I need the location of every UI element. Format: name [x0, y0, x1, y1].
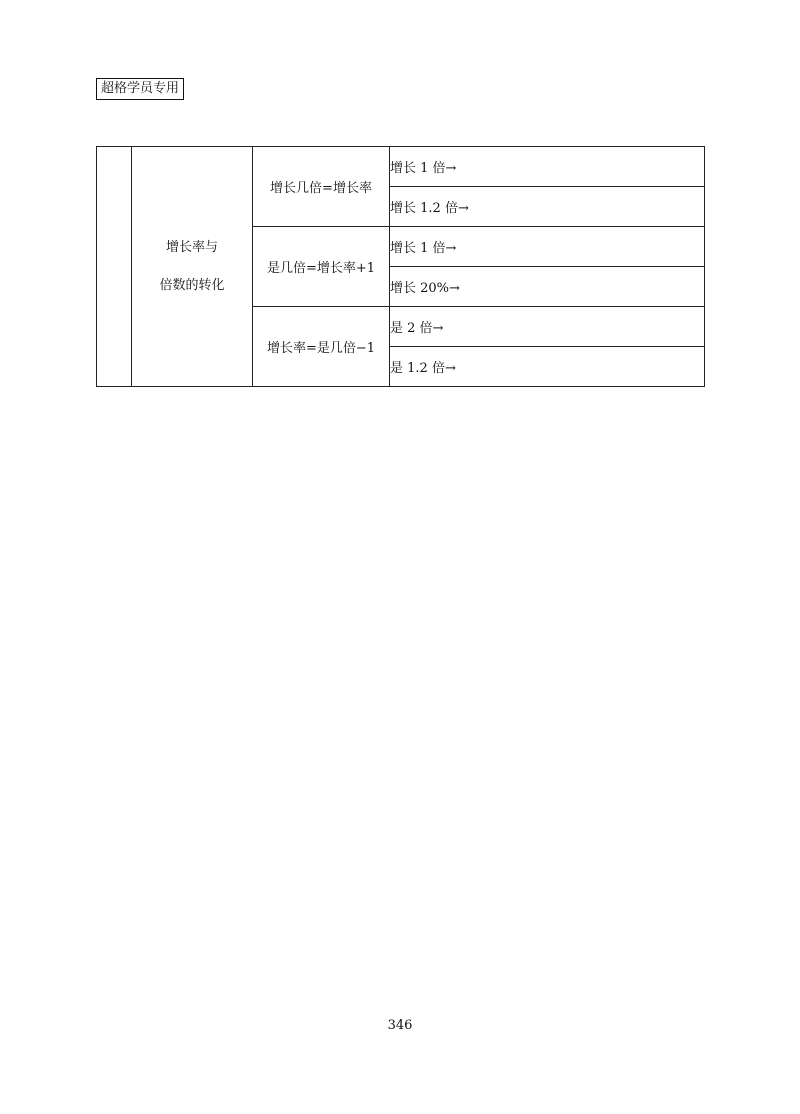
rule-cell: 增长率=是几倍−1: [253, 307, 390, 387]
example-cell: 是 1.2 倍→: [390, 347, 705, 387]
example-cell: 增长 1 倍→: [390, 147, 705, 187]
topic-line: 倍数的转化: [159, 277, 225, 293]
conversion-table: [96, 146, 705, 387]
example-cell: 是 2 倍→: [390, 307, 705, 347]
example-cell: 增长 20%→: [390, 267, 705, 307]
table-row: [97, 147, 705, 187]
page-number: 346: [387, 1018, 413, 1033]
rule-cell: 增长几倍=增长率: [253, 147, 390, 227]
blank-cell: [97, 147, 132, 387]
example-cell: 增长 1 倍→: [390, 227, 705, 267]
topic-line: 增长率与: [165, 239, 218, 255]
topic-cell: [132, 147, 253, 387]
example-cell: 增长 1.2 倍→: [390, 187, 705, 227]
rule-cell: 是几倍=增长率+1: [253, 227, 390, 307]
exclusive-tag: 超格学员专用: [96, 78, 184, 100]
